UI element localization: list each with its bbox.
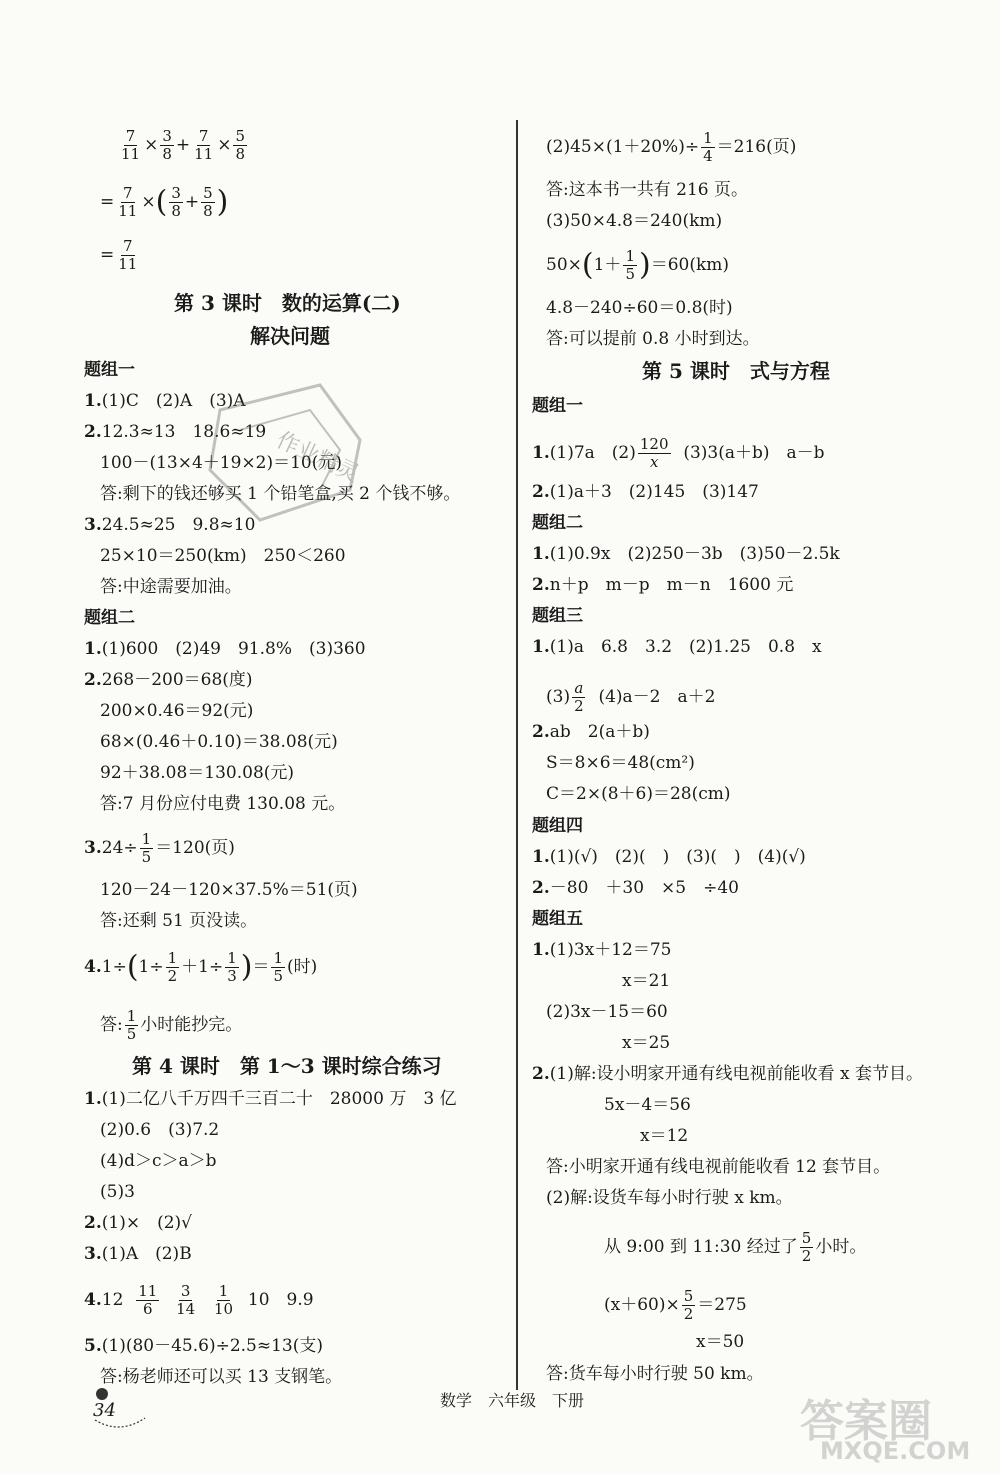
answer-line: 50×(1＋ $\frac{1}{5}$ )＝60(km) (546, 247, 730, 283)
page-footer: 数学 六年级 下册 (440, 1391, 585, 1410)
column-divider (516, 120, 518, 1390)
answer-line: 1.(1)(√) (2)( ) (3)( ) (4)(√) (532, 847, 806, 867)
answer-line: (2)0.6 (3)7.2 (100, 1120, 220, 1140)
answer-line: 2.(1)× (2)√ (84, 1213, 192, 1233)
answer-line: 2.n＋p m－p m－n 1600 元 (532, 575, 794, 595)
answer-line: 3.24.5≈25 9.8≈10 (84, 515, 256, 535)
answer-line: (5)3 (100, 1182, 135, 1202)
lesson-title: 第 3 课时 数的运算(二) (174, 291, 401, 315)
equation-line: $\frac{7}{11}$ × $\frac{3}{8}$ + $\frac{7}{11}$ × $\frac{5}{8}$ (121, 127, 246, 163)
group-heading: 题组五 (532, 909, 583, 929)
answer-line: (2)解:设货车每小时行驶 x km。 (546, 1188, 793, 1208)
lesson-title: 第 5 课时 式与方程 (642, 359, 830, 383)
answer-line: x＝50 (696, 1332, 745, 1352)
svg-text:作业精灵: 作业精灵 (272, 427, 363, 488)
stamp-logo (200, 380, 370, 530)
group-heading: 题组一 (532, 396, 583, 416)
answer-line: 2.(1)解:设小明家开通有线电视前能收看 x 套节目。 (532, 1064, 923, 1084)
group-heading: 题组一 (84, 360, 135, 380)
lesson-title: 第 4 课时 第 1～3 课时综合练习 (132, 1054, 442, 1078)
answer-line: 92＋38.08＝130.08(元) (100, 763, 295, 783)
answer-line: S＝8×6＝48(cm²) (546, 753, 695, 773)
group-heading: 题组四 (532, 816, 583, 836)
answer-line: 答: $\frac{1}{5}$ 小时能抄完。 (100, 1007, 243, 1043)
group-heading: 题组二 (532, 513, 583, 533)
answer-line: 5.(1)(80－45.6)÷2.5≈13(支) (84, 1336, 323, 1356)
page-number: 34 (93, 1400, 116, 1421)
answer-line: 200×0.46＝92(元) (100, 701, 254, 721)
answer-line: (3) $\frac{a}{2}$ (4)a－2 a＋2 (546, 679, 716, 715)
answer-line: x＝21 (622, 971, 671, 991)
answer-line: 答:剩下的钱还够买 1 个铅笔盒,买 2 个钱不够。 (100, 484, 461, 504)
answer-line: 1.(1)a 6.8 3.2 (2)1.25 0.8 x (532, 637, 822, 657)
answer-line: (x＋60)× $\frac{5}{2}$ ＝275 (604, 1287, 747, 1323)
watermark-url: MXQE.COM (820, 1437, 971, 1465)
answer-line: 5x－4＝56 (604, 1095, 691, 1115)
answer-line: 答:杨老师还可以买 13 支钢笔。 (100, 1367, 343, 1387)
answer-line: (2)45×(1＋20%)÷ $\frac{1}{4}$ ＝216(页) (546, 129, 797, 165)
answer-line: 1.(1)600 (2)49 91.8% (3)360 (84, 639, 366, 659)
answer-line: 答:还剩 51 页没读。 (100, 911, 258, 931)
answer-line: 答:货车每小时行驶 50 km。 (546, 1364, 764, 1384)
answer-line: 2.268－200＝68(度) (84, 670, 253, 690)
answer-line: (2)3x－15＝60 (546, 1002, 668, 1022)
answer-line: 4.8－240÷60＝0.8(时) (546, 298, 733, 318)
group-heading: 题组二 (84, 608, 135, 628)
answer-line: 120－24－120×37.5%＝51(页) (100, 880, 358, 900)
answer-line: 2.12.3≈13 18.6≈19 (84, 422, 267, 442)
answer-line: C＝2×(8＋6)＝28(cm) (546, 784, 731, 804)
answer-line: 答:这本书一共有 216 页。 (546, 180, 748, 200)
answer-line: 4.1÷(1÷ $\frac{1}{2}$ ＋1÷ $\frac{1}{3}$ )＝ $\frac{1}{5}$ (时) (84, 949, 318, 985)
answer-line: 1.(1)3x＋12＝75 (532, 940, 672, 960)
answer-line: 2.(1)a＋3 (2)145 (3)147 (532, 482, 759, 502)
group-heading: 题组三 (532, 606, 583, 626)
equation-line: = $\frac{7}{11}$ (100, 237, 138, 273)
answer-line: 4.12 $\frac{11}{6}$ $\frac{3}{14}$ $\frac{1}{10}$ 10 9.9 (84, 1282, 314, 1318)
answer-line: x＝25 (622, 1033, 671, 1053)
answer-line: 3.24÷ $\frac{1}{5}$ ＝120(页) (84, 830, 235, 866)
answer-line: 答:小明家开通有线电视前能收看 12 套节目。 (546, 1157, 891, 1177)
answer-line: 从 9:00 到 11:30 经过了 $\frac{5}{2}$ 小时。 (604, 1229, 867, 1265)
answer-line: 25×10＝250(km) 250＜260 (100, 546, 346, 566)
answer-line: 2.ab 2(a＋b) (532, 722, 650, 742)
watermark-logo (800, 1385, 970, 1465)
answer-line: 答:7 月份应付电费 130.08 元。 (100, 794, 346, 814)
page-number-decoration-icon (90, 1380, 150, 1430)
answer-line: x＝12 (640, 1126, 689, 1146)
answer-line: 答:中途需要加油。 (100, 577, 242, 597)
answer-line: 1.(1)二亿八千万四千三百二十 28000 万 3 亿 (84, 1089, 457, 1109)
answer-line: 68×(0.46＋0.10)＝38.08(元) (100, 732, 338, 752)
answer-line: 答:可以提前 0.8 小时到达。 (546, 329, 760, 349)
answer-line: 1.(1)7a (2) $\frac{120}{x}$ (3)3(a＋b) a－b (532, 435, 825, 471)
lesson-subtitle: 解决问题 (250, 324, 330, 348)
answer-line: (4)d＞c＞a＞b (100, 1151, 217, 1171)
equation-line: = $\frac{7}{11}$ ×( $\frac{3}{8}$ + $\frac{5}{8}$ ) (100, 184, 229, 220)
answer-line: 1.(1)C (2)A (3)A (84, 391, 246, 411)
answer-line: 1.(1)0.9x (2)250－3b (3)50－2.5k (532, 544, 840, 564)
answer-line: 3.(1)A (2)B (84, 1244, 192, 1264)
answer-line: 2.－80 ＋30 ×5 ÷40 (532, 878, 739, 898)
answer-line: 100－(13×4＋19×2)＝10(元) (100, 453, 342, 473)
answer-line: (3)50×4.8＝240(km) (546, 211, 723, 231)
watermark-text: 答案圈 (800, 1396, 932, 1447)
